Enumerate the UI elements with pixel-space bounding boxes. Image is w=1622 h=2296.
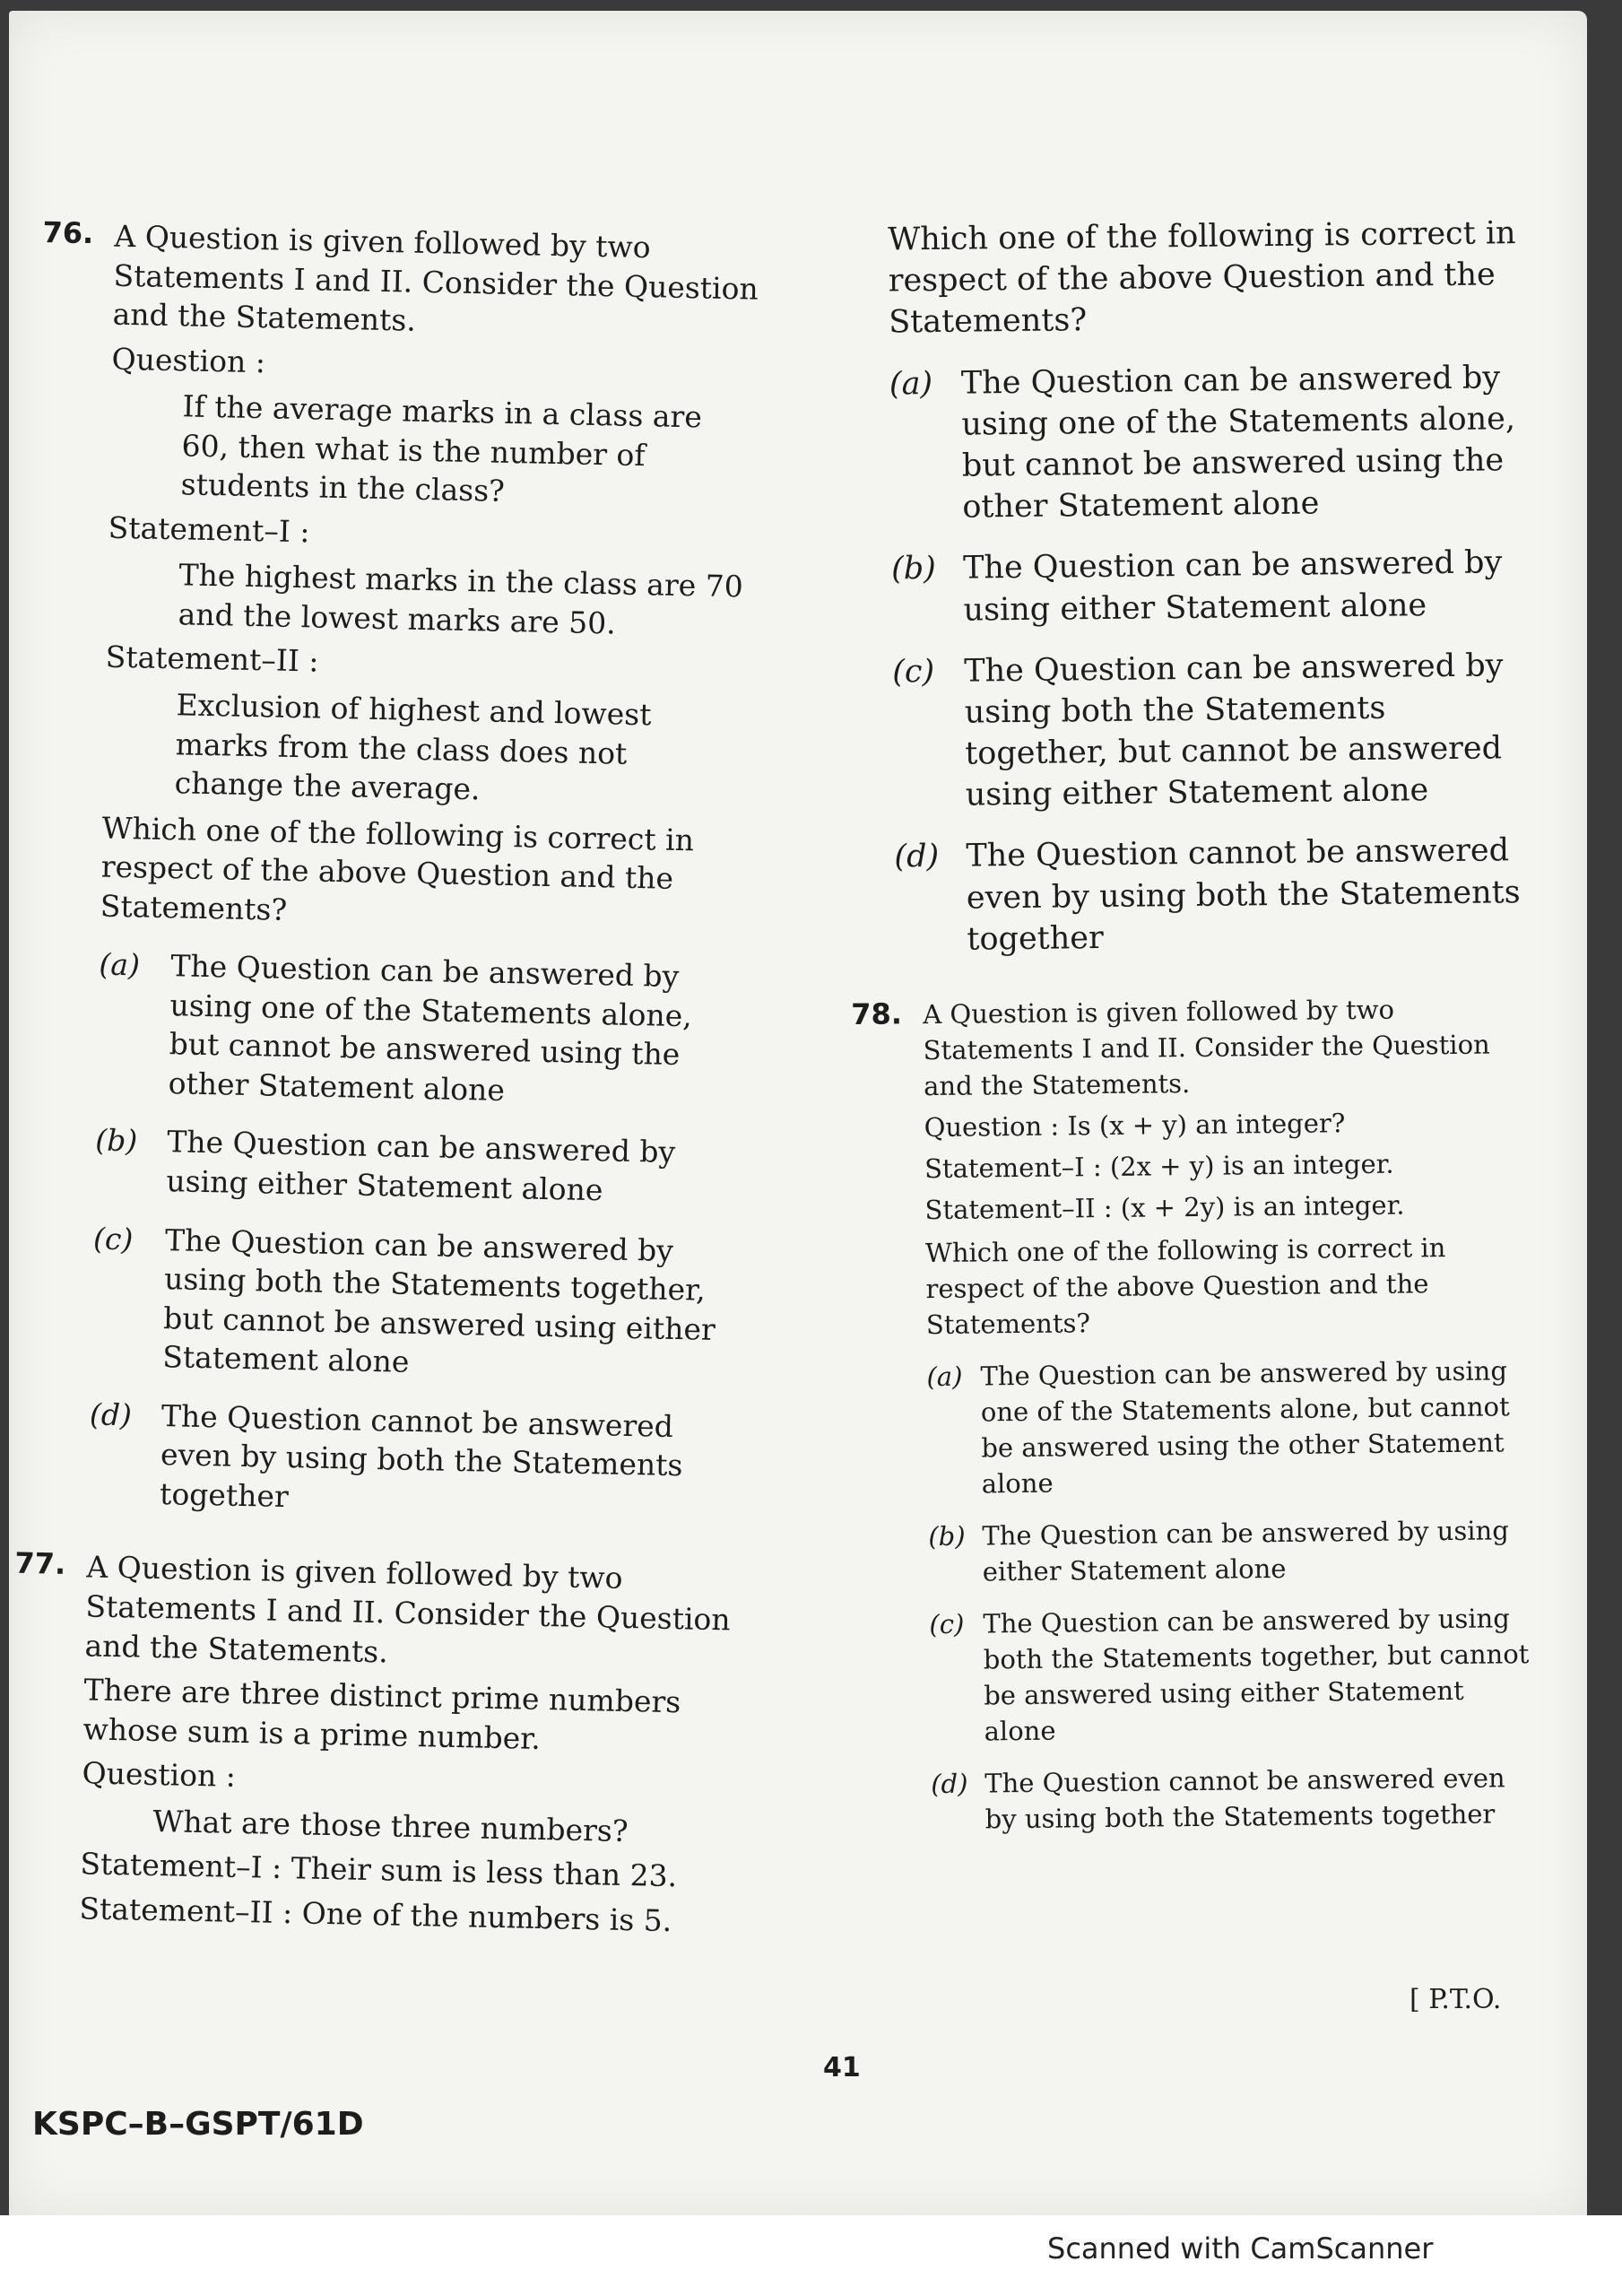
question-number: 76. xyxy=(42,215,94,251)
option-c xyxy=(892,645,1531,817)
option-a xyxy=(889,357,1528,529)
question-intro: A Question is given followed by two Statements I and II. Consider the Question and the Statements. xyxy=(84,1549,732,1669)
option-a xyxy=(96,945,744,1115)
question-77-continued xyxy=(843,213,1532,961)
option-label: (c) xyxy=(892,653,935,691)
question-number: 77. xyxy=(14,1546,66,1582)
option-d xyxy=(894,830,1531,961)
option-c xyxy=(91,1219,739,1388)
question-context: There are three distinct prime numbers whose sum is a prime number. xyxy=(82,1672,681,1756)
question-label: Question : xyxy=(111,341,266,379)
statement-1-label: Statement–I : xyxy=(108,509,310,550)
statement-1-text: The highest marks in the class are 70 and the lowest marks are 50. xyxy=(178,557,744,641)
option-label: (d) xyxy=(931,1768,968,1800)
question-text: What are those three numbers? xyxy=(152,1803,629,1848)
statement-2-label: Statement–II : xyxy=(105,639,319,680)
option-label: (c) xyxy=(929,1608,965,1640)
question-78 xyxy=(851,990,1541,1839)
scanner-watermark: Scanned with CamScanner xyxy=(1047,2231,1434,2266)
paper-code: KSPC–B–GSPT/61D xyxy=(32,2106,364,2143)
option-text: The Question can be answered by using both the Statements together, but cannot be answered using either Statement alone xyxy=(161,1222,716,1380)
statement-2: Statement–II : (x + 2y) is an integer. xyxy=(924,1189,1405,1226)
option-b xyxy=(891,542,1529,631)
please-turn-over: [ P.T.O. xyxy=(1409,1984,1502,2015)
option-label: (b) xyxy=(95,1122,138,1159)
question-prompt: Which one of the following is correct in respect of the above Question and the Statements? xyxy=(100,810,695,927)
statement-1: Statement–I : (2x + y) is an integer. xyxy=(924,1148,1394,1185)
question-label: Question : xyxy=(82,1755,237,1795)
option-text: The Question cannot be answered even by using both the Statements together xyxy=(984,1762,1505,1835)
option-label: (d) xyxy=(89,1396,133,1433)
page-number: 41 xyxy=(823,2052,861,2083)
option-label: (b) xyxy=(890,551,937,587)
left-column xyxy=(6,215,760,1978)
option-label: (b) xyxy=(928,1520,966,1552)
option-label: (d) xyxy=(894,839,940,875)
option-label: (c) xyxy=(92,1221,134,1257)
option-text: The Question can be answered by using either Statement alone xyxy=(982,1515,1509,1587)
question-text: If the average marks in a class are 60, then what is the number of students in the class? xyxy=(180,388,703,509)
statement-2-text: Exclusion of highest and lowest marks from the class does not change the average. xyxy=(174,687,652,807)
option-text: The Question can be answered by using either Statement alone xyxy=(166,1124,676,1208)
option-text: The Question can be answered by using one of the Statements alone, but cannot be answered using the other Statement alone xyxy=(168,948,693,1108)
option-label: (a) xyxy=(99,946,141,983)
option-text: The Question can be answered by using both the Statements together, but cannot be answered using either Statement alone xyxy=(964,648,1504,813)
option-text: The Question can be answered by using either Statement alone xyxy=(962,544,1503,629)
right-column xyxy=(843,213,1541,1874)
option-b xyxy=(928,1512,1539,1590)
option-text: The Question cannot be answered even by using both the Statements together xyxy=(159,1397,683,1514)
question-76 xyxy=(16,215,760,1526)
question-prompt: Which one of the following is correct in respect of the above Question and the Statements? xyxy=(888,215,1516,341)
option-b xyxy=(94,1121,742,1213)
question-text: Question : Is (x + y) an integer? xyxy=(924,1108,1346,1144)
option-a xyxy=(926,1352,1538,1502)
question-intro: A Question is given followed by two Statements I and II. Consider the Question and the Statements. xyxy=(112,218,759,338)
option-label: (a) xyxy=(926,1361,963,1393)
question-intro: A Question is given followed by two Statements I and II. Consider the Question and the Statements. xyxy=(923,994,1490,1102)
statement-2: Statement–II : One of the numbers is 5. xyxy=(79,1891,672,1938)
option-d xyxy=(931,1760,1541,1838)
question-prompt: Which one of the following is correct in respect of the above Question and the Statements? xyxy=(924,1232,1446,1341)
question-77 xyxy=(7,1546,733,1942)
option-label: (a) xyxy=(889,365,933,403)
option-text: The Question can be answered by using one of the Statements alone, but cannot be answered using the other Statement alone xyxy=(960,359,1516,526)
statement-1: Statement–I : Their sum is less than 23. xyxy=(80,1846,678,1894)
option-c xyxy=(929,1600,1540,1750)
option-text: The Question can be answered by using one of the Statements alone, but cannot be answered using the other Statement alone xyxy=(980,1355,1510,1500)
option-d xyxy=(88,1395,736,1526)
option-text: The Question can be answered by using both the Statements together, but cannot be answered using either Statement alone xyxy=(983,1603,1530,1747)
question-number: 78. xyxy=(851,996,903,1031)
option-text: The Question cannot be answered even by using both the Statements together xyxy=(966,832,1521,958)
